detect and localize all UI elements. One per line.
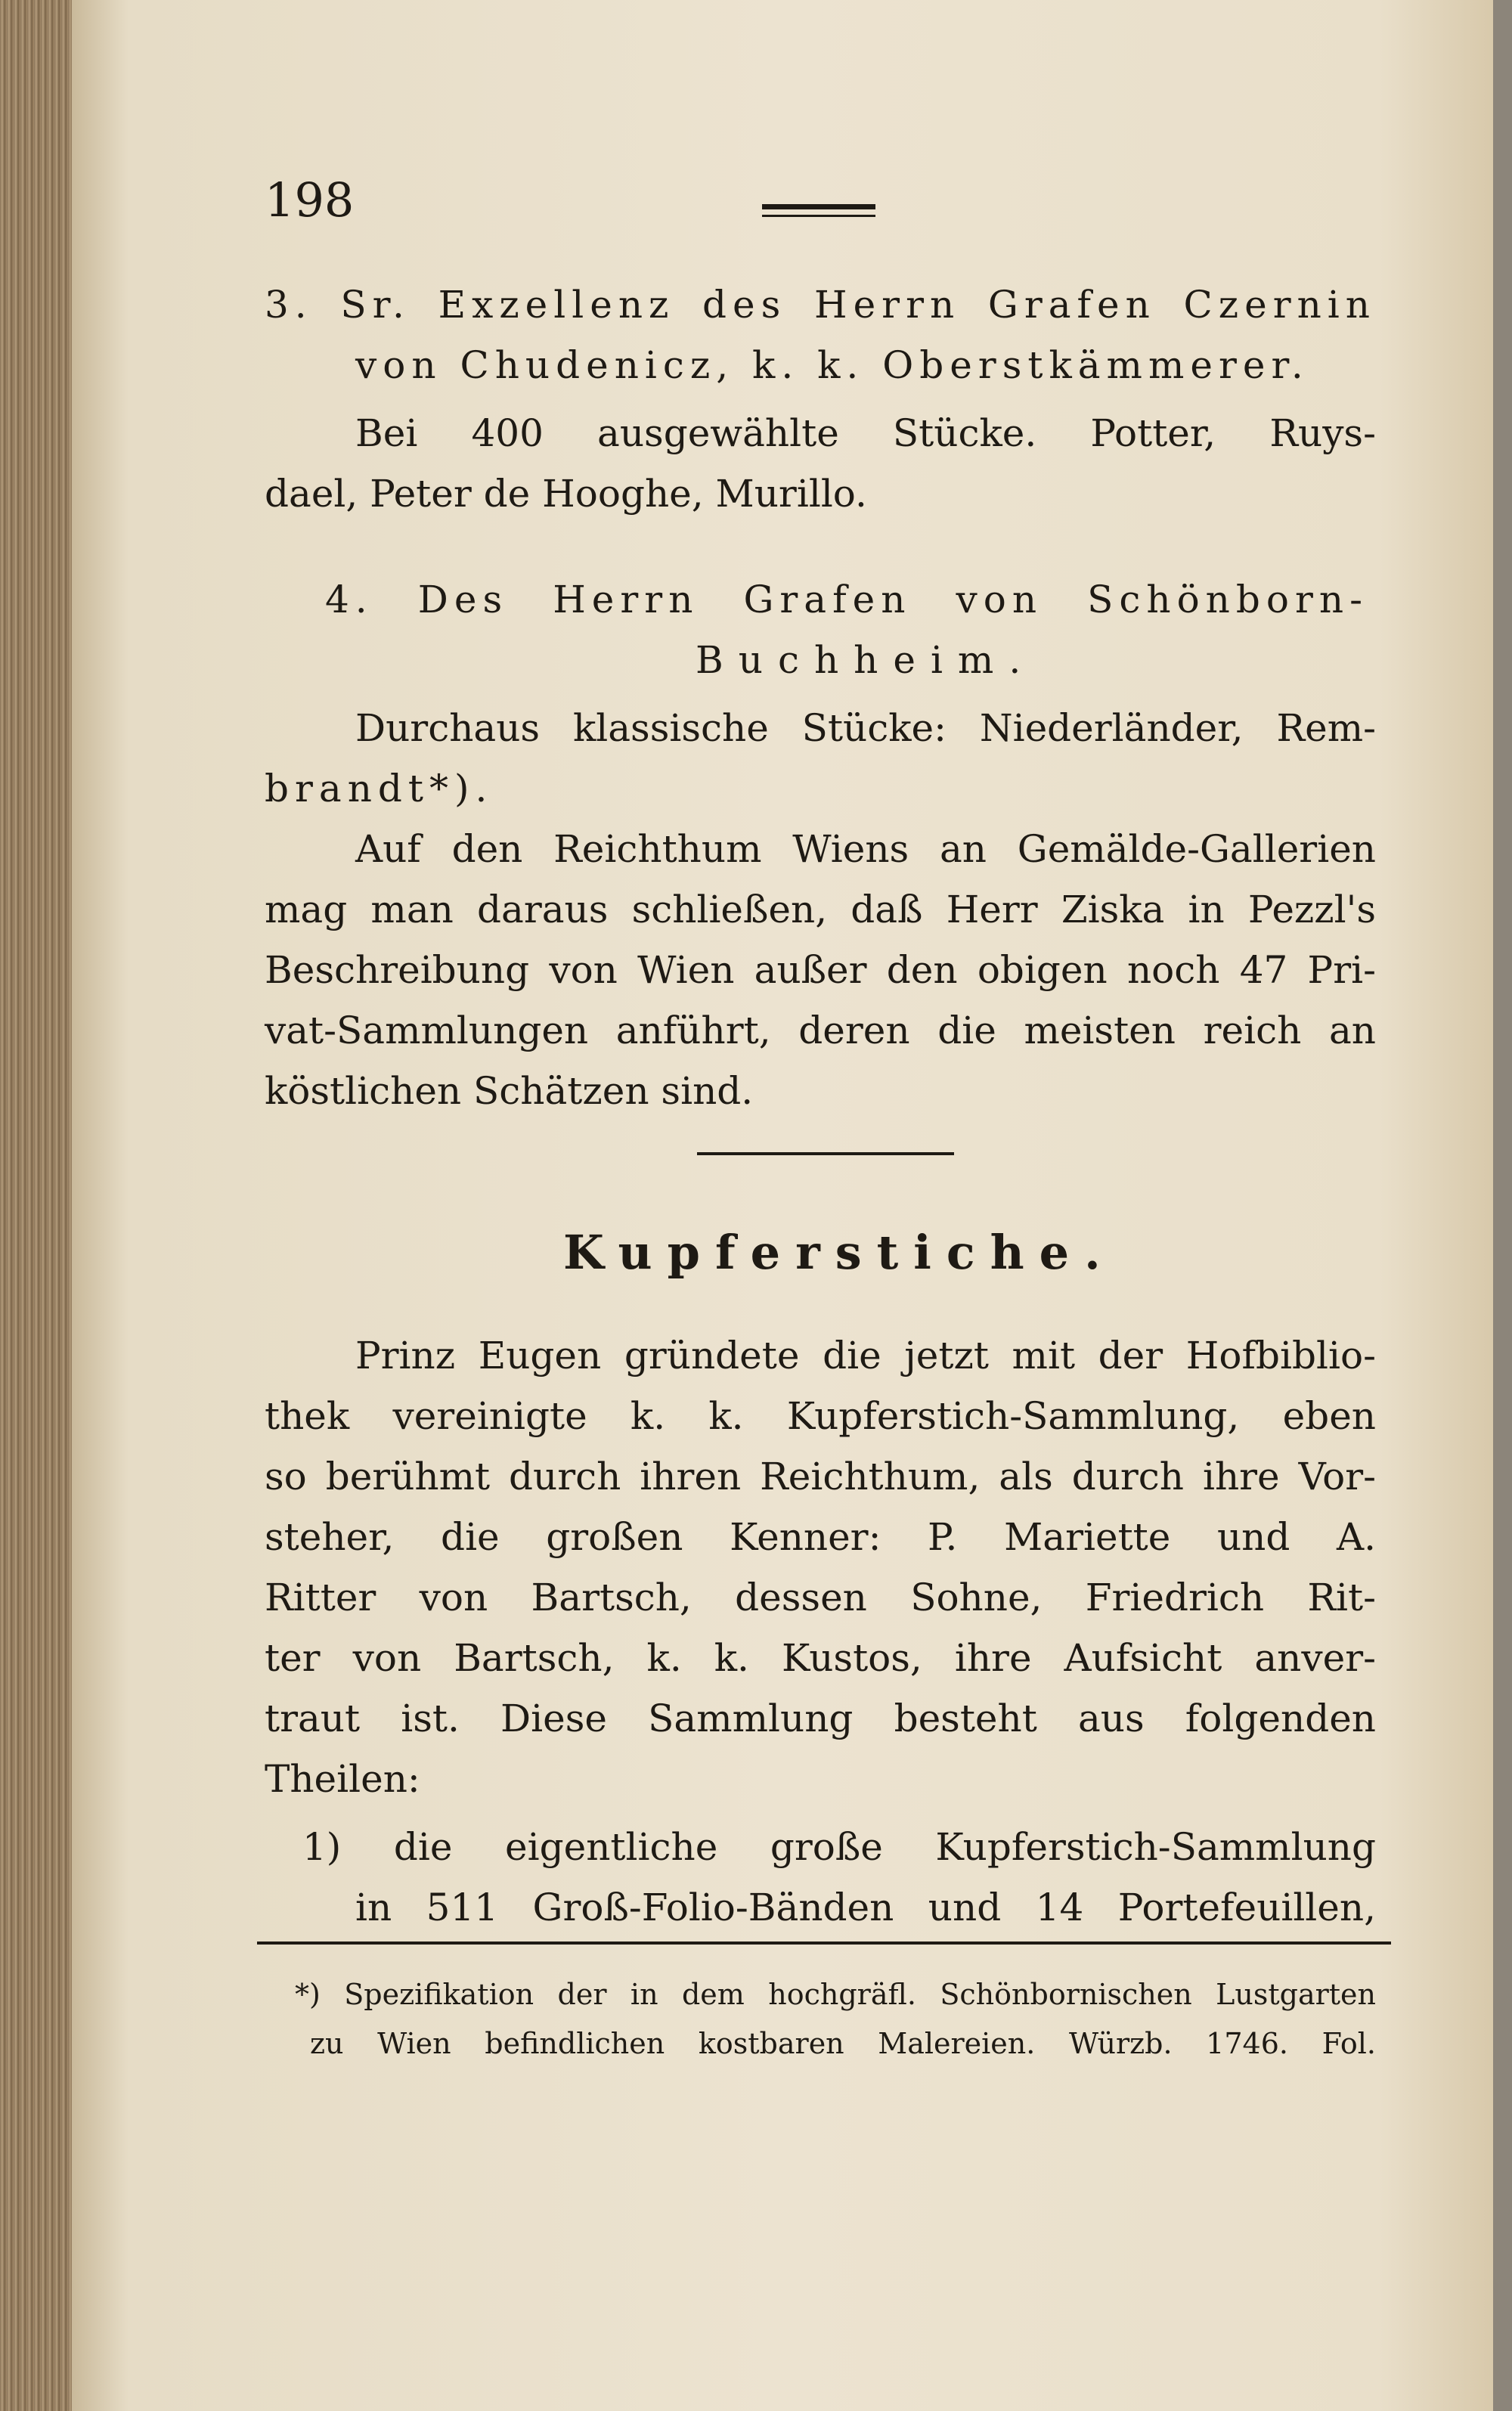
paragraph-2-line-7: traut ist. Diese Sammlung besteht aus folgenden (265, 1697, 1376, 1740)
section-heading: Kupferstiche. (563, 1225, 1116, 1280)
paragraph-1-line-2: mag man daraus schließen, daß Herr Ziska in Pezzl's (265, 888, 1376, 931)
page-right-edge (1493, 0, 1512, 2411)
paragraph-1-line-4: vat-Sammlungen anführt, deren die meisten reich an (265, 1009, 1376, 1052)
section-4-body-line-2: brandt*). (265, 767, 494, 810)
header-rule-top (762, 204, 875, 209)
section-3-title-line-1: 3. Sr. Exzellenz des Herrn Grafen Czernin (265, 283, 1376, 327)
section-4-title-line-1: 4. Des Herrn Grafen von Schönborn- (325, 578, 1368, 621)
paragraph-1-line-5: köstlichen Schätzen sind. (265, 1069, 754, 1113)
paragraph-2-line-3: so berühmt durch ihren Reichthum, als durch ihre Vor- (265, 1455, 1376, 1498)
paragraph-2-line-8: Theilen: (265, 1757, 420, 1801)
paragraph-1-line-3: Beschreibung von Wien außer den obigen noch 47 Pri- (265, 948, 1376, 992)
footnote-line-2: zu Wien befindlichen kostbaren Malereien. Würzb. 1746. Fol. (310, 2027, 1376, 2060)
section-3-body-line-1: Bei 400 ausgewählte Stücke. Potter, Ruys- (355, 411, 1376, 455)
section-4-body-line-1: Durchaus klassische Stücke: Niederländer, Rem- (355, 706, 1376, 750)
paragraph-2-line-4: steher, die großen Kenner: P. Mariette und A. (265, 1515, 1376, 1559)
section-4-title-line-2: Buchheim. (696, 638, 1036, 682)
page-number: 198 (265, 172, 355, 228)
footnote-rule (257, 1942, 1391, 1945)
section-3-title-line-2: von Chudenicz, k. k. Oberstkämmerer. (355, 343, 1309, 387)
paragraph-2-line-1: Prinz Eugen gründete die jetzt mit der Hofbiblio- (355, 1334, 1376, 1377)
page-edges (0, 0, 72, 2411)
paragraph-2-line-5: Ritter von Bartsch, dessen Sohne, Friedrich Rit- (265, 1576, 1376, 1619)
footnote-line-1: *) Spezifikation der in dem hochgräfl. Schönbornischen Lustgarten (295, 1978, 1376, 2011)
list-item-line-1: 1) die eigentliche große Kupferstich-Sammlung (302, 1825, 1376, 1869)
header-rule-bottom (762, 215, 875, 217)
paragraph-1-line-1: Auf den Reichthum Wiens an Gemälde-Gallerien (355, 827, 1376, 871)
paragraph-2-line-2: thek vereinigte k. k. Kupferstich-Sammlung, eben (265, 1394, 1376, 1438)
section-divider (697, 1152, 954, 1155)
paragraph-2-line-6: ter von Bartsch, k. k. Kustos, ihre Aufsicht anver- (265, 1636, 1376, 1680)
section-3-body-line-2: dael, Peter de Hooghe, Murillo. (265, 472, 867, 516)
list-item-line-2: in 511 Groß-Folio-Bänden und 14 Portefeuillen, (355, 1886, 1376, 1929)
